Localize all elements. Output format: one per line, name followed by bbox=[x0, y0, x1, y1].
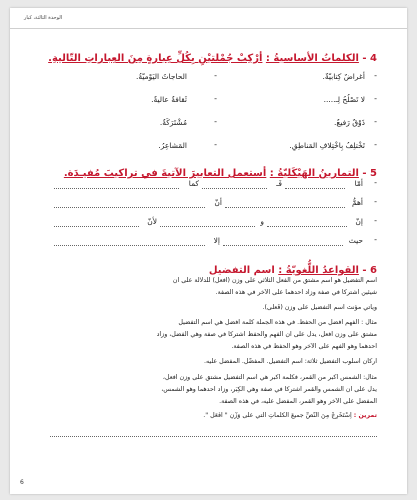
paragraph-line: اسم التفضيل هو اسم مشتق من الفعل الثلاثي على وزن (أفعل) للدلالة على أن bbox=[172, 277, 377, 284]
paragraph-line: مثال : الفهم أفضل من الحفظ. في هذه الجملة كلمة أفضل هي اسم التفضيل bbox=[178, 319, 377, 326]
exercise-label: تمرين : bbox=[353, 412, 377, 419]
header-divider bbox=[10, 28, 407, 29]
section-4-instruction: أرْكِبْ جُمْلتيْنِ بِكُلِّ عِبارةٍ مِنَ العِباراتِ التّاليةِ. bbox=[48, 53, 263, 64]
structure-word: أنّ bbox=[214, 198, 222, 207]
blank-line bbox=[202, 188, 267, 189]
row-dash: - bbox=[214, 117, 217, 126]
structure-word: لأنّ bbox=[147, 217, 157, 226]
row-dash: - bbox=[214, 71, 217, 80]
paragraph-line: يدل على أن الشمس والقمر اشتركا في صفة وهي الكِبَر، وزاد أحدهما وهو الشمس، bbox=[161, 386, 377, 393]
blank-line bbox=[54, 207, 205, 208]
section-4-item: ذَوْقٌ رَفيعٌ. bbox=[333, 118, 365, 127]
section-4-item: مُشْتَرَكَةٌ. bbox=[159, 118, 187, 127]
section-4-label: الكلماتُ الأساسيةُ : bbox=[265, 53, 359, 64]
blank-line bbox=[285, 188, 345, 189]
paragraph-line: أركان أسلوب التفضيل ثلاثة: اسم التفضيل. المفضّل. المفضل عليه. bbox=[204, 358, 377, 365]
section-4-item: تَخْتلِفُ بِاخْتِلافِ المَناطِقِ. bbox=[289, 141, 365, 150]
row-dash: - bbox=[214, 140, 217, 149]
row-dash: - bbox=[374, 197, 377, 206]
section-6-label: القواعدُ اللُّغويّةُ : bbox=[278, 265, 359, 276]
exercise bbox=[46, 412, 377, 419]
section-4-number: 4 - bbox=[362, 53, 377, 64]
row-dash: - bbox=[214, 94, 217, 103]
structure-word: إنّ bbox=[355, 217, 363, 226]
paragraph-line: مشتق على وزن أفعل، يدل على أن الفهم والحفظ اشتركا في صفة وهي الفضل، وزاد bbox=[156, 331, 377, 338]
section-4-item: أغراضٌ كِتابيّةٌ. bbox=[322, 72, 365, 81]
section-6-number: 6 - bbox=[362, 265, 377, 276]
structure-word: أمّا bbox=[354, 179, 363, 188]
unit-title: الوحدة الثالثة، كبار bbox=[24, 15, 63, 21]
section-5-instruction: أستعمل التعابيرَ الآتيةَ في تراكيبَ مُفيـدَة. bbox=[63, 168, 267, 179]
blank-line bbox=[160, 226, 255, 227]
paragraph-line: أحدهما وهو الفهم على الآخر وهو الحفظ في هذه الصفة. bbox=[231, 343, 377, 350]
answer-line bbox=[50, 436, 377, 437]
row-dash: - bbox=[374, 94, 377, 103]
structure-word: فَـ bbox=[276, 179, 282, 188]
section-6-title: اسم التفضيل bbox=[208, 265, 275, 276]
section-4-item: ثَقافةٌ عاليةٌ. bbox=[151, 95, 187, 104]
paragraph-line: مثال: الشمس أكبر من القمر، فكلمة أكبر هي اسم التفضيل مشتق على وزن أفعل، bbox=[162, 374, 377, 381]
section-5-heading bbox=[50, 161, 377, 180]
section-4-item: لا تَصْلُحُ لِـ..... bbox=[323, 95, 365, 104]
row-dash: - bbox=[374, 216, 377, 225]
section-5-number: 5 - bbox=[362, 168, 377, 179]
paragraph-line: ويأتي مؤنث اسم التفضيل على وزن (فُعلى). bbox=[262, 304, 377, 311]
paragraph-line: المفضل على الآخر وهو القمر، المفضل عليه، في هذه الصفة. bbox=[219, 398, 377, 405]
page-header bbox=[10, 8, 407, 33]
page-number: 6 bbox=[20, 479, 24, 486]
section-4-heading bbox=[50, 46, 377, 65]
exercise-text: اِسْتَخْرِجْ مِنَ النَّصِّ جميعَ الكلماتِ الّتي على وَزْنِ " أَفْعَل ". bbox=[203, 412, 352, 419]
row-dash: - bbox=[374, 71, 377, 80]
structure-word: إلا bbox=[213, 236, 220, 245]
structure-word: حيث bbox=[348, 236, 363, 245]
row-dash: - bbox=[374, 178, 377, 187]
section-6-heading bbox=[50, 258, 377, 277]
blank-line bbox=[225, 207, 345, 208]
structure-word: و bbox=[260, 217, 264, 226]
paragraph-line: شيئين اشتركا في صفة وزاد أحدهما على الآخر في هذه الصفة. bbox=[215, 289, 377, 296]
row-dash: - bbox=[374, 235, 377, 244]
blank-line bbox=[223, 245, 343, 246]
structure-word: كما bbox=[188, 179, 199, 188]
structure-word: أهمُّ bbox=[351, 198, 363, 207]
section-5-label: التمارينُ الهَيْكَليّةُ : bbox=[269, 168, 359, 179]
blank-line bbox=[54, 245, 205, 246]
section-4-item: المَشاعِرُ. bbox=[158, 141, 187, 150]
section-4-item: الحاجاتُ اليَوْميّةُ. bbox=[135, 72, 187, 81]
blank-line bbox=[267, 226, 347, 227]
blank-line bbox=[54, 188, 179, 189]
row-dash: - bbox=[374, 117, 377, 126]
blank-line bbox=[54, 226, 139, 227]
document-page bbox=[10, 8, 407, 494]
row-dash: - bbox=[374, 140, 377, 149]
